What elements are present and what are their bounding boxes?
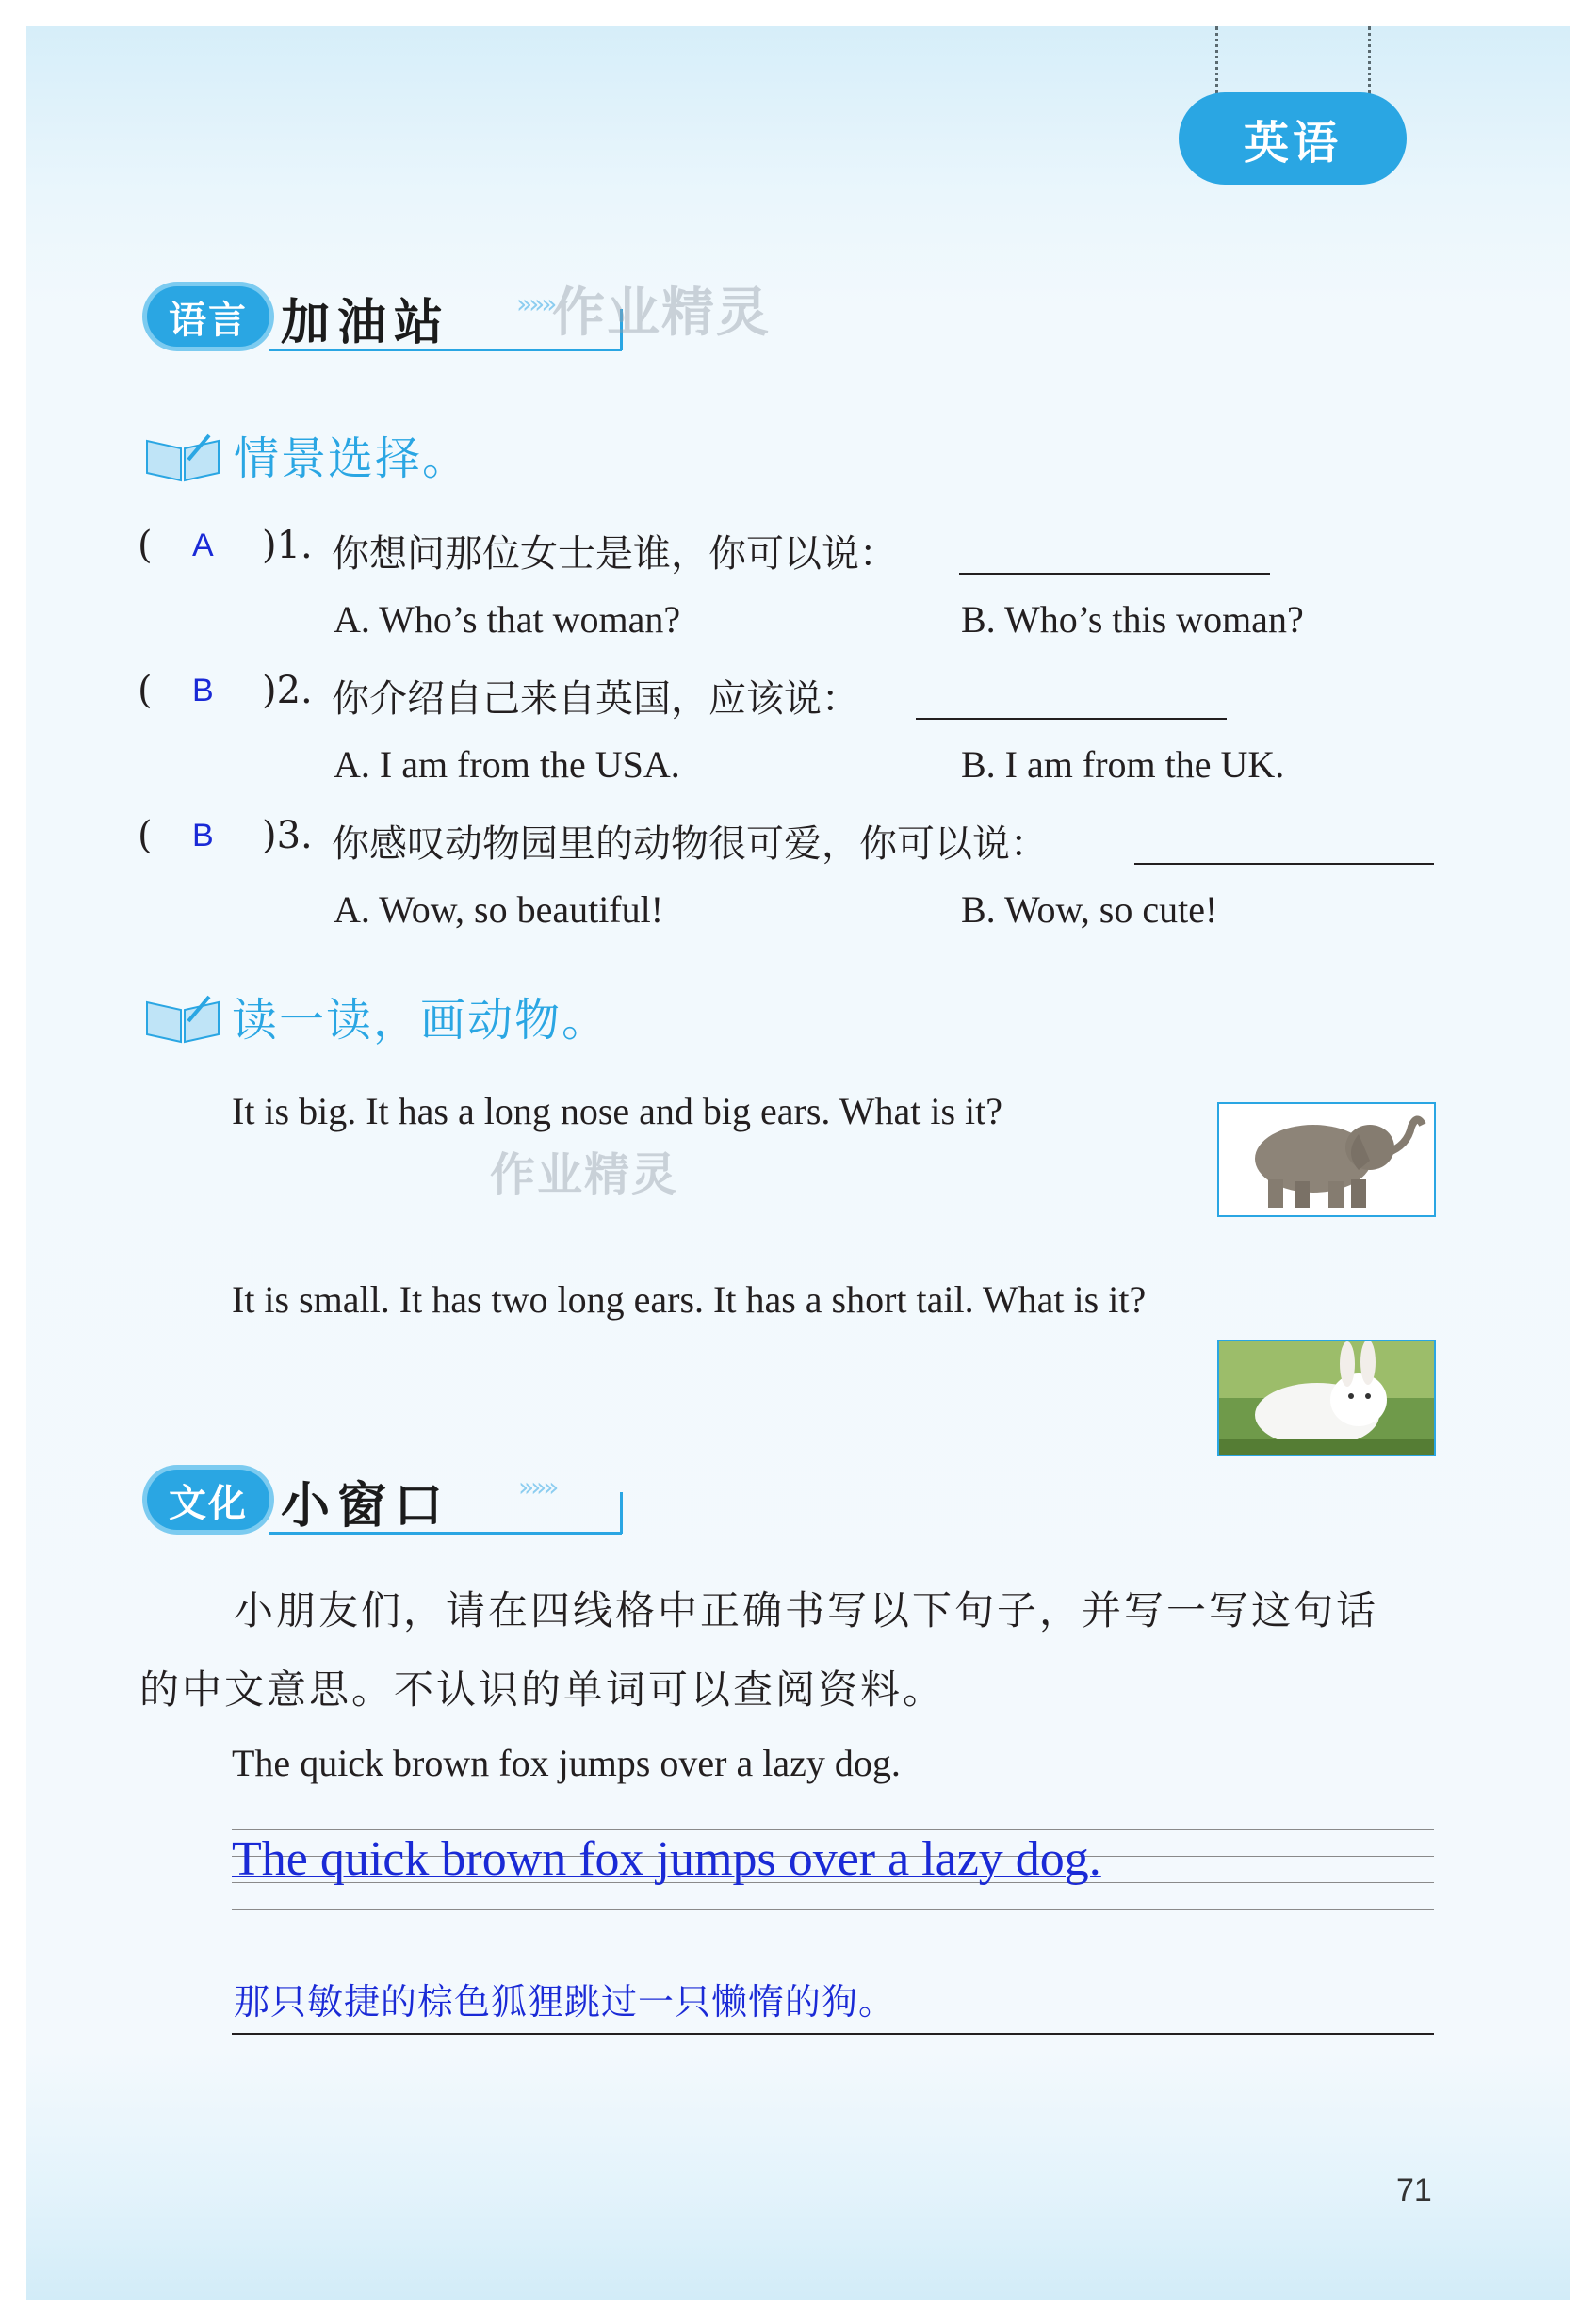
answer-paren-open-1: ( (138, 524, 153, 567)
instruction-line-1: 小朋友们，请在四线格中正确书写以下句子，并写一写这句话 (234, 1587, 1379, 1633)
section-header-language (147, 273, 543, 358)
riddle-2: It is small. It has two long ears. It has a short tail. What is it? (232, 1278, 1147, 1321)
task-title-read-and-draw: 读一读，画动物。 (232, 994, 610, 1047)
option-1a: A. Who’s that woman? (334, 598, 681, 641)
answer-paren-open-2: ( (138, 669, 153, 712)
workbook-page (26, 26, 1570, 2300)
rabbit-image (1219, 1341, 1434, 1455)
elephant-picture[interactable] (1217, 1102, 1436, 1217)
section-title-culture: 小窗口 (281, 1478, 451, 1535)
answer-2[interactable]: B (192, 673, 214, 708)
answer-blank-2[interactable] (916, 718, 1227, 720)
open-book-icon (143, 431, 222, 484)
option-2b: B. I am from the UK. (961, 743, 1285, 786)
section-title-language: 加油站 (281, 295, 451, 351)
option-3b: B. Wow, so cute! (961, 888, 1218, 931)
answer-paren-open-3: ( (138, 814, 153, 857)
section-end-bar (620, 1492, 623, 1534)
elephant-image (1219, 1104, 1434, 1215)
option-1b: B. Who’s this woman? (961, 598, 1304, 641)
section-underline (269, 349, 622, 351)
watermark: 作业精灵 (552, 283, 771, 344)
question-prompt-1: 你想问那位女士是谁，你可以说： (332, 532, 897, 576)
subject-tab: 英语 (1179, 92, 1407, 185)
instruction-line-2: 的中文意思。不认识的单词可以查阅资料。 (139, 1666, 946, 1713)
question-number-2: )2. (262, 669, 313, 712)
answer-3[interactable]: B (192, 818, 214, 853)
hanger-chain-right (1368, 26, 1371, 94)
chevrons-decoration: »»» (518, 1471, 556, 1503)
four-line-grid-line-1 (232, 1829, 1434, 1830)
rabbit-picture[interactable] (1217, 1340, 1436, 1456)
handwritten-sentence[interactable]: The quick brown fox jumps over a lazy dog. (232, 1832, 1101, 1886)
watermark: 作业精灵 (490, 1148, 679, 1201)
answer-1[interactable]: A (192, 528, 214, 563)
task-title-situation-choice: 情景选择。 (234, 432, 470, 485)
answer-blank-3[interactable] (1134, 863, 1434, 865)
section-badge-language: 语言 (147, 286, 269, 347)
section-header-culture (147, 1456, 543, 1541)
question-prompt-2: 你介绍自己来自英国，应该说： (332, 677, 859, 721)
handwritten-translation[interactable]: 那只敏捷的棕色狐狸跳过一只懒惰的狗。 (234, 1981, 896, 2023)
chevrons-decoration: »»» (516, 288, 554, 319)
open-book-icon (143, 993, 222, 1046)
riddle-1: It is big. It has a long nose and big ears. What is it? (232, 1090, 1002, 1132)
answer-blank-1[interactable] (959, 573, 1270, 575)
translation-line (232, 2033, 1434, 2035)
question-number-3: )3. (262, 814, 313, 857)
section-badge-culture: 文化 (147, 1470, 269, 1530)
option-3a: A. Wow, so beautiful! (334, 888, 664, 931)
page-number: 71 (1396, 2172, 1432, 2208)
question-number-1: )1. (262, 524, 313, 567)
four-line-grid-line-4 (232, 1909, 1434, 1910)
hanger-chain-left (1215, 26, 1218, 94)
question-prompt-3: 你感叹动物园里的动物很可爱，你可以说： (332, 822, 1048, 866)
section-underline (269, 1532, 622, 1535)
model-sentence: The quick brown fox jumps over a lazy dog. (232, 1742, 901, 1784)
option-2a: A. I am from the USA. (334, 743, 680, 786)
